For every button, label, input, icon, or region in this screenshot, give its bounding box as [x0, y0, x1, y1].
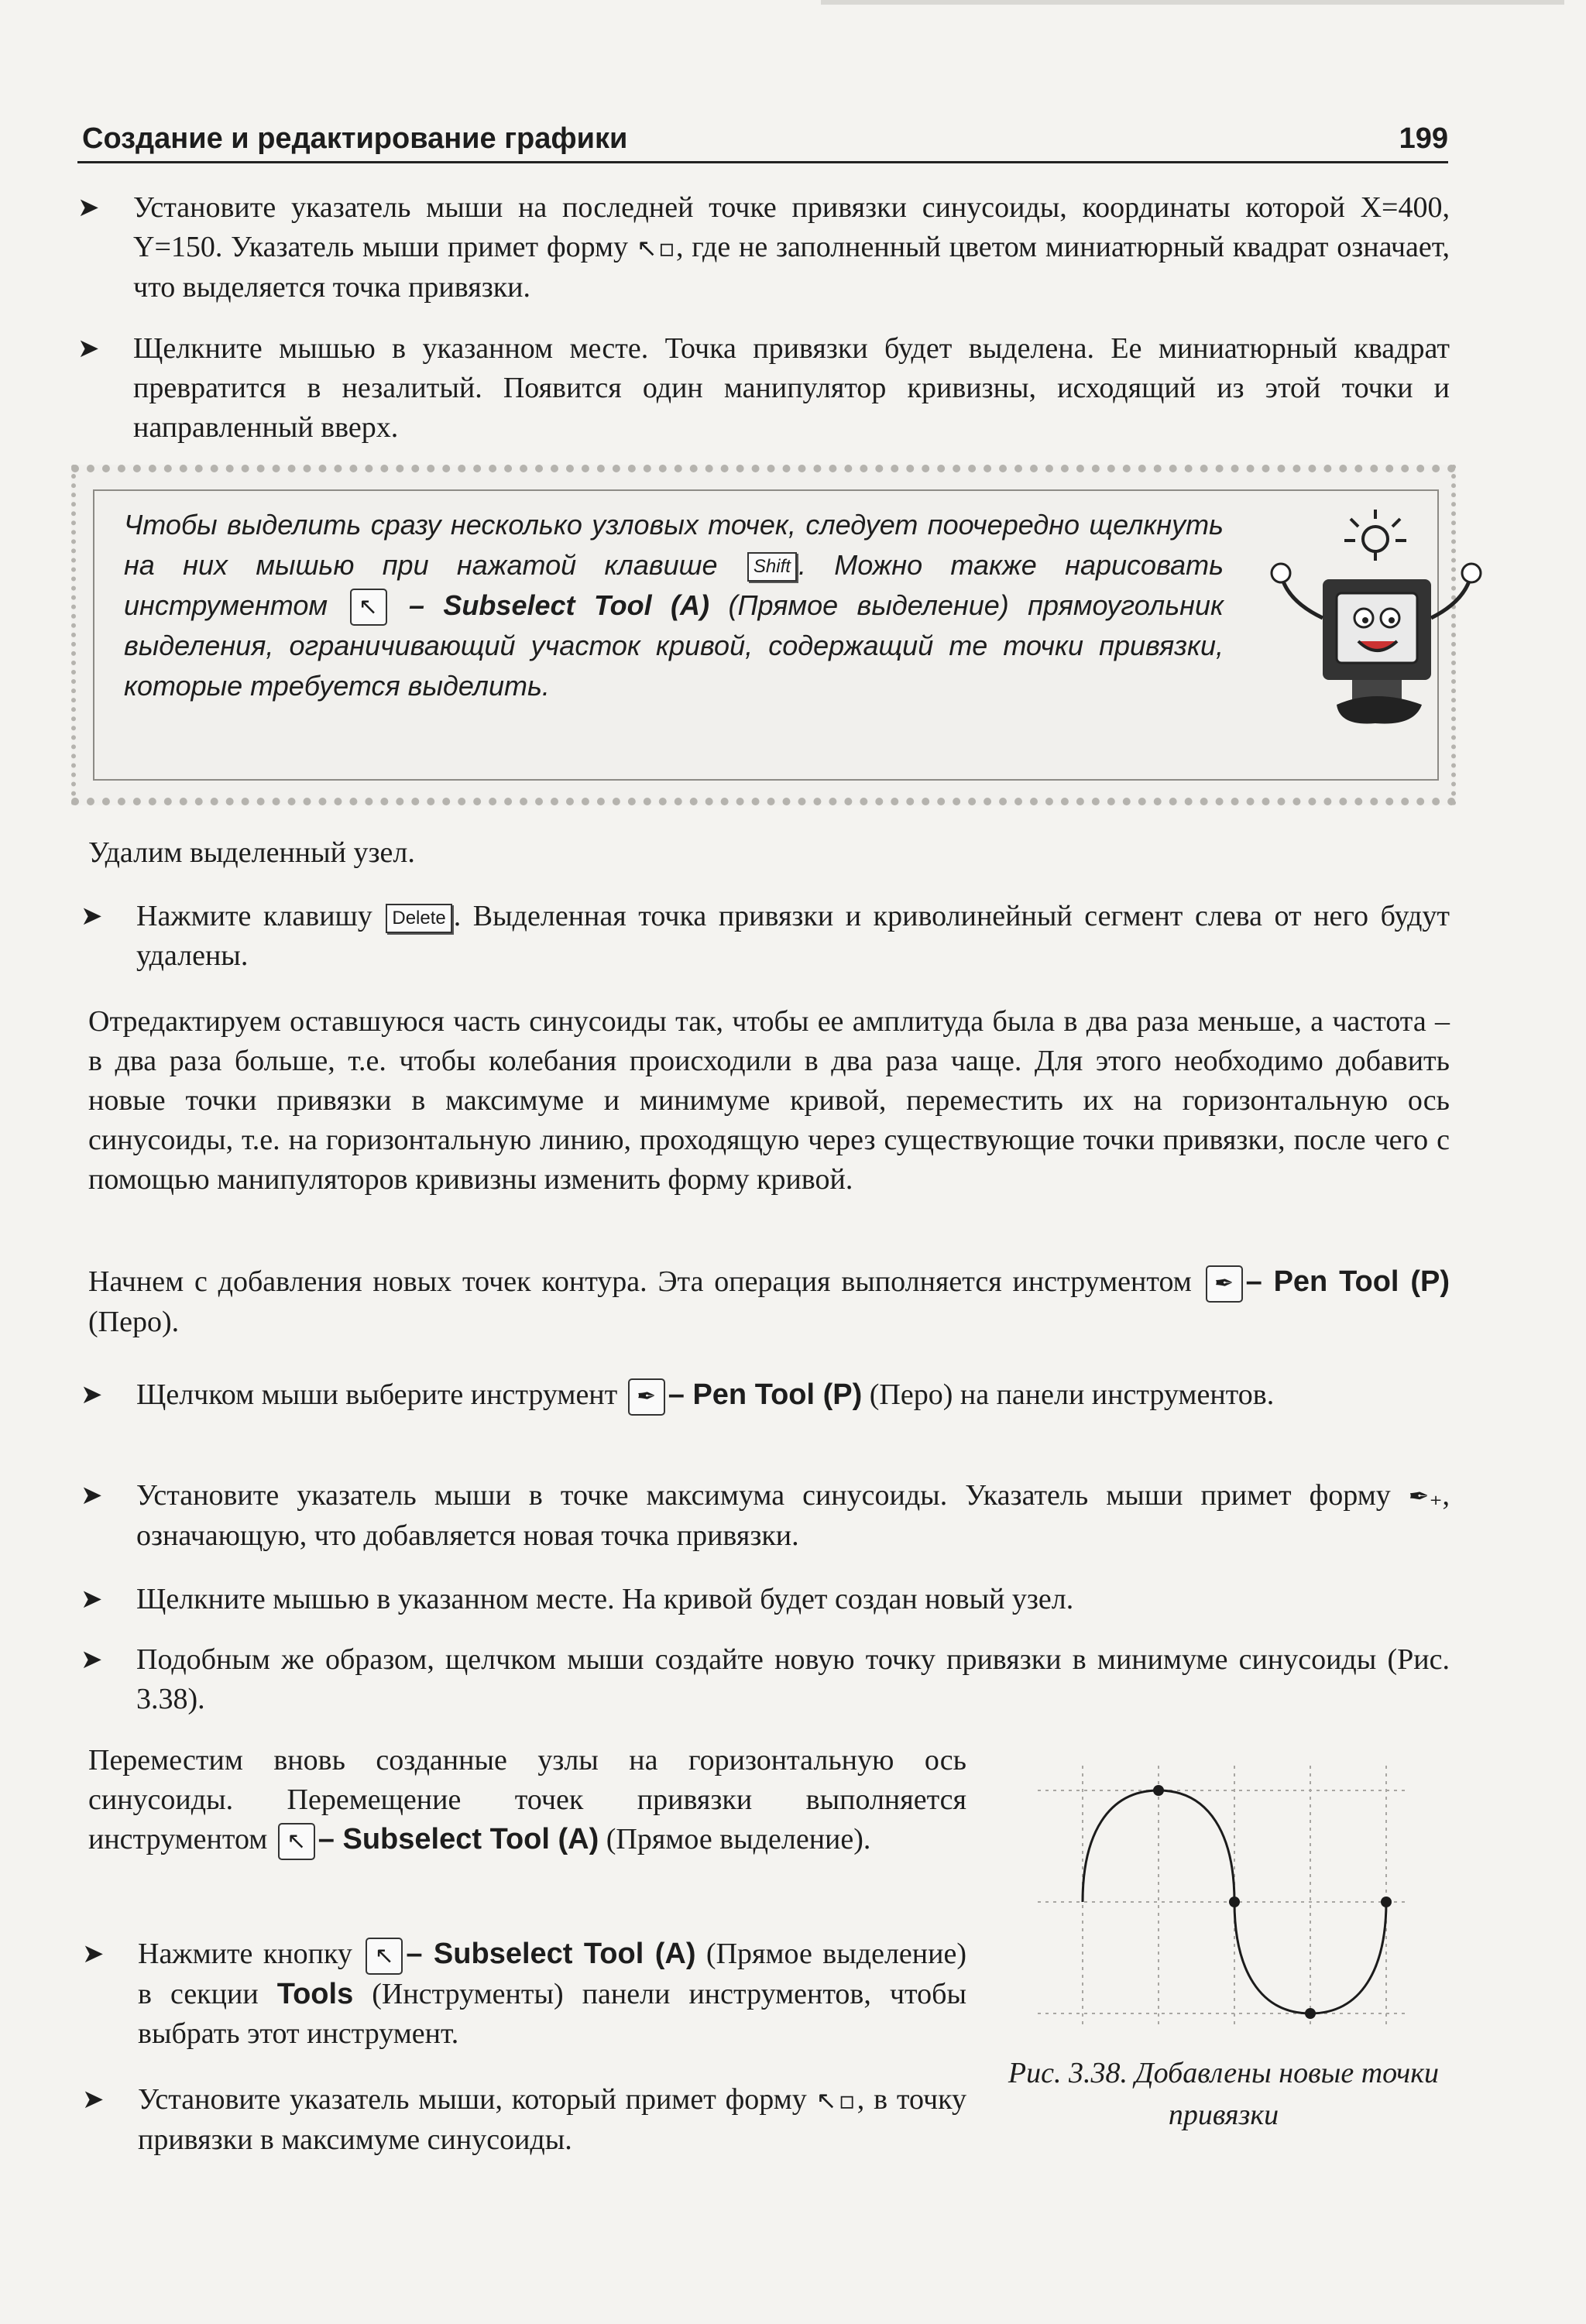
list-item-text: , в точку привязки в максимуме синусоиды. — [138, 2083, 966, 2156]
list-item-text: (Перо) на панели инструментов. — [862, 1378, 1275, 1411]
paragraph-text: (Перо). — [88, 1306, 180, 1339]
delete-key-icon: Delete — [386, 904, 451, 933]
anchor-point — [1229, 1897, 1240, 1907]
list-item-text: Установите указатель мыши, который примет форму — [138, 2083, 816, 2116]
subselect-tool-icon: ↖ — [278, 1823, 315, 1860]
list-item-text: . Выделенная точка привязки и криволинейный сегмент слева от него будут удалены. — [136, 900, 1450, 972]
list-item-text: (Инструменты) панели инструментов, чтобы выбрать этот инструмент. — [138, 1978, 966, 2051]
bullet-arrow-icon: ➤ — [81, 1481, 103, 1510]
list-item — [77, 188, 1450, 307]
list-item — [77, 329, 1450, 448]
list-item-text: Щелкните мышью в указанном месте. Точка привязки будет выделена. Ее миниатюрный квадрат превратится в незалитый. Появится один манипулятор кривизны, исходящий из этой точки и направленный вверх. — [133, 332, 1450, 444]
tools-section-name: Tools — [276, 1978, 354, 2011]
anchor-point — [1153, 1785, 1164, 1796]
shift-key-icon: Shift — [747, 552, 797, 582]
tip-box — [71, 465, 1456, 805]
list-item-text: Установите указатель мыши на последней точке привязки синусоиды, координаты которой X=400, Y=150. Указатель мыши примет форму — [133, 191, 1450, 263]
paragraph: Удалим выделенный узел. — [88, 836, 415, 869]
tool-name: – Pen Tool (P) — [1245, 1265, 1450, 1298]
paragraph-text: (Прямое выделение). — [599, 1823, 871, 1855]
list-item-text: Подобным же образом, щелчком мыши создайте новую точку привязки в минимуме синусоиды (Рис. 3.38). — [136, 1643, 1450, 1715]
pen-tool-icon: ✒ — [628, 1378, 665, 1416]
list-item-text: , где не заполненный цветом миниатюрный квадрат означает, что выделяется точка привязки. — [133, 231, 1450, 304]
computer-mascot-icon — [1259, 502, 1492, 757]
list-item-text: Щелкните мышью в указанном месте. На кривой будет создан новый узел. — [136, 1583, 1074, 1615]
bullet-arrow-icon: ➤ — [81, 1646, 103, 1674]
tip-text — [124, 505, 1224, 706]
bullet-arrow-icon: ➤ — [77, 335, 100, 363]
paragraph: Отредактируем оставшуюся часть синусоиды так, чтобы ее амплитуда была в два раза меньше, а частота – в два раза больше, т.е. чтобы колебания происходили в два раза чаще. Для этого необходимо добавить новые точки привязки в максимуме и минимуме кривой, переместить их на горизонтальную ось синусоиды, т.е. на горизонтальную линию, проходящую через существующие точки привязки, после чего с помощью манипуляторов кривизны изменить форму кривой. — [88, 1005, 1450, 1196]
selection-cursor-icon: ↖▫ — [636, 233, 676, 263]
bullet-arrow-icon: ➤ — [81, 902, 103, 931]
list-item-text: Нажмите кнопку — [138, 1938, 363, 1970]
tool-name: – Subselect Tool (A) — [408, 589, 710, 621]
figure-caption: Рис. 3.38. Добавлены новые точки привязки — [1008, 2057, 1440, 2131]
bullet-arrow-icon: ➤ — [82, 2085, 105, 2114]
list-item-text: (Прямое выделение) в секции — [138, 1938, 966, 2011]
anchor-point — [1381, 1897, 1392, 1907]
list-item — [81, 1375, 1450, 1416]
tool-name: – Pen Tool (P) — [668, 1378, 863, 1411]
page-header — [77, 122, 1448, 163]
paragraph — [88, 1741, 966, 1860]
list-item — [82, 1934, 966, 2054]
bullet-arrow-icon: ➤ — [82, 1940, 105, 1969]
tip-text-part: (Прямое выделение) прямоугольник выделения, ограничивающий участок кривой, содержащий те точки привязки, которые требуется выделить. — [124, 589, 1224, 702]
bullet-arrow-icon: ➤ — [81, 1585, 103, 1614]
bullet-arrow-icon: ➤ — [81, 1381, 103, 1409]
list-item — [81, 1580, 1450, 1619]
list-item-text: Нажмите клавишу — [136, 900, 385, 932]
anchor-point — [1305, 2008, 1316, 2019]
tool-name: – Subselect Tool (A) — [318, 1823, 599, 1855]
tip-text-part: . Можно также нарисовать инструментом — [124, 549, 1224, 621]
list-item — [81, 1476, 1450, 1556]
page-number: 199 — [1399, 122, 1448, 155]
pen-add-cursor-icon: ✒₊ — [1408, 1481, 1443, 1511]
list-item — [81, 897, 1450, 976]
pen-tool-icon: ✒ — [1206, 1265, 1243, 1303]
tip-text-part: Чтобы выделить сразу несколько узловых точек, следует поочередно щелкнуть на них мышью при нажатой клавише — [124, 509, 1224, 581]
tool-name: – Subselect Tool (A) — [406, 1938, 696, 1970]
list-item — [82, 2080, 966, 2160]
paragraph — [88, 1262, 1450, 1342]
sinusoid-figure — [1022, 1758, 1425, 2037]
subselect-tool-icon: ↖ — [366, 1938, 403, 1975]
list-item-text: Щелчком мыши выберите инструмент — [136, 1378, 625, 1411]
list-item — [81, 1640, 1450, 1719]
selection-cursor-icon: ↖▫ — [815, 2085, 857, 2115]
paragraph-text: Начнем с добавления новых точек контура. Эта операция выполняется инструментом — [88, 1265, 1203, 1298]
subselect-tool-icon: ↖ — [350, 589, 387, 626]
page-edge-shadow — [821, 0, 1564, 5]
list-item-text: Установите указатель мыши в точке максимума синусоиды. Указатель мыши примет форму — [136, 1479, 1409, 1512]
running-title: Создание и редактирование графики — [82, 122, 628, 155]
list-item-text: , означающую, что добавляется новая точка привязки. — [136, 1479, 1450, 1552]
bullet-arrow-icon: ➤ — [77, 194, 100, 222]
paragraph-text: Переместим вновь созданные узлы на горизонтальную ось синусоиды. Перемещение точек привязки выполняется инструментом — [88, 1744, 966, 1855]
